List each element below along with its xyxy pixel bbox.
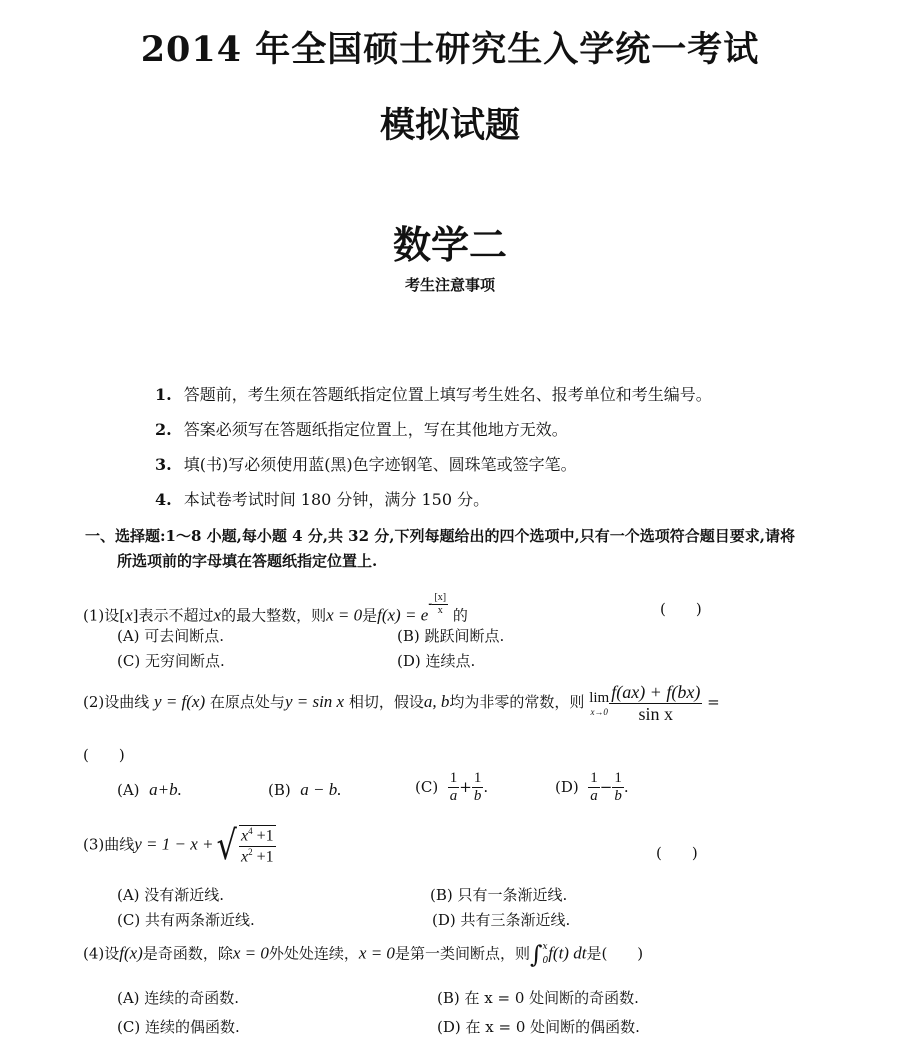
note-item: 3. 填(书)写必须使用蓝(黑)色字迹钢笔、圆珠笔或签字笔。 [155, 455, 577, 474]
option-b[interactable]: (B) 只有一条渐近线. [430, 886, 568, 904]
option-c[interactable]: (C) $\frac{1}{a}$ + $\frac{1}{b}$ . [415, 770, 489, 805]
option-b[interactable]: (B) a − b. [268, 780, 342, 799]
question-2: (2)设曲线 y = f(x) 在原点处与y = sin x 相切，假设a, b均为非零的常数，则 lim x→0 $\frac{f(ax) + f(bx)}{\text{sin x}}$ = [83, 682, 720, 724]
subject-title: 数学二 [392, 222, 507, 267]
note-item: 1. 答题前，考生须在答题纸指定位置上填写考生姓名、报考单位和考生编号。 [155, 385, 712, 404]
exam-subtitle: 模拟试题 [379, 105, 520, 146]
option-a[interactable]: (A) 没有渐近线. [117, 886, 225, 904]
option-a[interactable]: (A) 可去间断点. [117, 627, 225, 645]
option-d[interactable]: (D) 连续点. [397, 652, 476, 670]
option-d[interactable]: (D) 共有三条渐近线. [432, 911, 571, 929]
note-item: 4. 本试卷考试时间 180 分钟，满分 150 分。 [155, 490, 490, 509]
question-3: (3)曲线y = 1 − x + √ $\frac{x^4 +1}{x^2 +1}$ [83, 822, 274, 869]
answer-blank[interactable]: ( ) [83, 746, 125, 764]
option-c[interactable]: (C) 无穷间断点. [117, 652, 225, 670]
note-item: 2. 答案必须写在答题纸指定位置上，写在其他地方无效。 [155, 420, 568, 439]
option-c[interactable]: (C) 共有两条渐近线. [117, 911, 255, 929]
option-d[interactable]: (D) $\frac{1}{a}$ − $\frac{1}{b}$ . [555, 770, 629, 805]
sqrt-symbol: √ $\frac{x^4 +1}{x^2 +1}$ [216, 822, 274, 869]
option-a[interactable]: (A) 连续的奇函数. [117, 989, 240, 1007]
exam-title: 2014 年全国硕士研究生入学统一考试 [140, 29, 760, 70]
notice-heading: 考生注意事项 [404, 276, 495, 294]
section-heading: 一、选择题:1～8 小题,每小题 4 分,共 32 分,下列每题给出的四个选项中,只有一个选项符合题目要求,请将 [85, 527, 795, 545]
question-4: (4)设f(x)是奇函数，除x = 0外处处连续，x = 0是第一类间断点，则∫ x 0 f(t) dt是( ) [83, 940, 644, 969]
option-a[interactable]: (A) a+b. [117, 780, 182, 799]
answer-blank[interactable]: ( ) [660, 600, 702, 618]
option-d[interactable]: (D) 在 x = 0 处间断的偶函数. [437, 1018, 640, 1036]
option-b[interactable]: (B) 跳跃间断点. [397, 627, 505, 645]
option-b[interactable]: (B) 在 x = 0 处间断的奇函数. [437, 989, 639, 1007]
option-c[interactable]: (C) 连续的偶函数. [117, 1018, 240, 1036]
question-1: (1)设[x]表示不超过x的最大整数，则x = 0是f(x) = e - $\frac{[x]}{x}$ 的 [83, 592, 468, 625]
section-heading-cont: 所选项前的字母填在答题纸指定位置上. [117, 552, 378, 570]
answer-blank[interactable]: ( ) [656, 844, 698, 862]
